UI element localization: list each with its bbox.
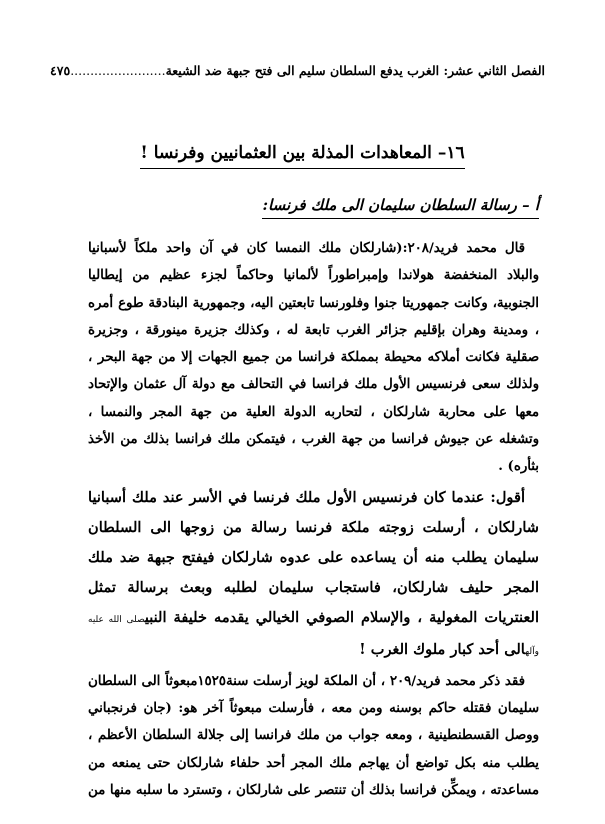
chapter-title [60,143,545,169]
page-number: ٤٧٥ [50,63,71,78]
running-title: الفصل الثاني عشر: الغرب يدفع السلطان سليم الى فتح جبهة ضد الشيعة [165,63,545,78]
leader-dots: ........................ [70,63,166,78]
running-header [50,63,545,78]
paragraph-citation: فقد ذكر محمد فريد/٢٠٩ ، أن الملكة لويز أرسلت سنة١٥٢٥مبعوثاً الى السلطان سليمان فقتله حاكم بوسنه ومن معه ، فأرسلت مبعوثاً آخر هو: (جان فرنجباني ووصل القسطنطينية ، ومعه جواب من ملك فرانسا إلى جلالة السلطان الأعظم ، يطلب منه بكل تواضع أن يهاجم ملك المجر أحد حلفاء شارلكان حتى يمنعه من مساعدته ، ويمكِّن فرانسا بذلك أن تنتصر على شارلكان ، وتسترد ما سلبه منها من [88,673,539,798]
paragraph-commentary [88,483,539,667]
honorific-glyph: صلى الله عليه وآله [88,614,539,657]
paragraph-commentary-end: الى أحد كبار ملوك الغرب ! [359,640,526,658]
body-text [88,235,539,804]
paragraph-quote: قال محمد فريد/٢٠٨:(شارلكان ملك النمسا كان في آن واحد ملكاً لأسبانيا والبلاد المنخفضة هولاندا وإمبراطوراً لألمانيا وحاكماً لجزء عظيم من إيطاليا الجنوبية، وكانت جمهوريتا جنوا وفلورنسا تابعتين اليه، وجمهورية البنادقة طوع أمره ، ومدينة وهران بإقليم جزائر الغرب تابعة له ، وكذلك جزيرة مينورقة ، وجزيرة صقلية فكانت أملاكه محيطة بمملكة فرانسا من جميع الجهات إلا من جهة البحر ، ولذلك سعى فرنسيس الأول ملك فرانسا في التحالف مع دولة آل عثمان والإتحاد معها على محاربة شارلكان ، لتحاربه الدولة العلية من جهة المجر والنمسا ، وتشغله عن جيوش فرانسا من جهة الغرب ، فيتمكن ملك فرانسا بذلك من الأخذ بثأره) . [88,241,539,475]
section-title [262,196,539,219]
chapter-title-text: ١٦– المعاهدات المذلة بين العثمانيين وفرنسا ! [140,143,464,169]
section-title-text: أ – رسالة السلطان سليمان الى ملك فرنسا: [262,196,539,219]
paragraph-commentary-text: أقول: عندما كان فرنسيس الأول ملك فرنسا في الأسر عند ملك أسبانيا شارلكان ، أرسلت زوجته ملكة فرنسا رسالة من زوجها الى السلطان سليمان يطلب منه أن يساعده على عدوه شارلكان فيفتح جبهة ضد ملك المجر حليف شارلكان، فاستجاب سليمان لطلبه وبعث برسالة تمثل العنتريات المغولية ، والإسلام الصوفي الخيالي يقدمه خليفة النبي [88,488,539,626]
